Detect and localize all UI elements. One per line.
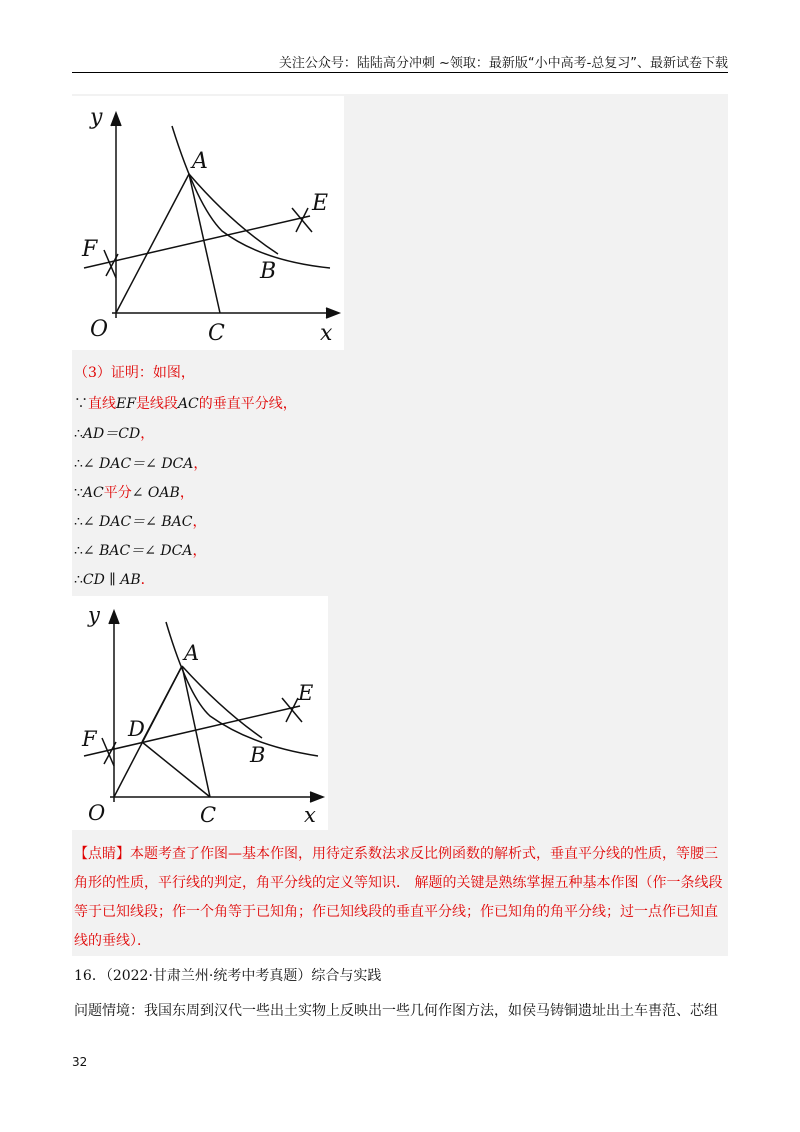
- fig2-label-e: E: [298, 681, 314, 705]
- fig1-label-x: x: [320, 321, 333, 346]
- y-axis-arrow: [109, 611, 119, 624]
- proof-line-5: [74, 511, 206, 531]
- fig1-label-y: y: [90, 105, 103, 130]
- x-axis-arrow: [310, 792, 323, 802]
- proof-punc: ，: [192, 514, 207, 530]
- proof-math: AD＝CD: [82, 426, 141, 442]
- therefore-symbol: ∴: [74, 572, 83, 588]
- arc-mark-e2: [296, 208, 308, 232]
- proof-line-7: [74, 569, 155, 589]
- proof-punc: ．: [140, 572, 155, 588]
- comment-note: [74, 840, 724, 956]
- fig2-label-b: B: [250, 743, 266, 767]
- proof-text: 直线: [88, 396, 116, 412]
- therefore-symbol: ∴: [74, 514, 83, 530]
- therefore-symbol: ∴: [74, 543, 83, 559]
- segment-da: [142, 666, 182, 742]
- proof-math: ∠ DAC＝∠ DCA: [82, 456, 194, 472]
- proof-punc: ，: [140, 426, 155, 442]
- proof-line-3: [74, 453, 207, 473]
- therefore-symbol: ∴: [74, 426, 83, 442]
- because-symbol: ∵: [74, 485, 83, 501]
- proof-intro: （3）证明：如图，: [74, 365, 195, 381]
- segment-oa: [116, 174, 189, 313]
- proof-math: ∠ OAB: [131, 485, 180, 501]
- proof-math: EF: [116, 396, 136, 412]
- fig2-label-c: C: [200, 803, 217, 827]
- figure-2-svg: [72, 596, 328, 830]
- page-header: 关注公众号：陆陆高分冲刺 ~领取：最新版“小中高考-总复习”、最新试卷下载: [278, 56, 728, 71]
- fig2-label-d: D: [128, 717, 145, 741]
- fig1-label-a: A: [192, 149, 208, 174]
- proof-line-4: [74, 482, 194, 502]
- fig1-label-c: C: [208, 321, 225, 346]
- fig2-label-o: O: [88, 801, 106, 825]
- segment-ab: [189, 174, 278, 254]
- proof-math: CD ∥ AB: [82, 572, 141, 588]
- because-symbol: ∵: [74, 396, 88, 412]
- fig1-label-e: E: [312, 191, 329, 216]
- header-rule: [72, 72, 728, 73]
- fig1-label-o: O: [90, 317, 109, 342]
- fig2-label-y: y: [88, 603, 100, 627]
- y-axis-arrow: [111, 113, 121, 126]
- proof-line-1: [74, 393, 297, 413]
- fig2-label-f: F: [82, 727, 97, 751]
- proof-math: AC: [177, 396, 199, 412]
- fig1-label-f: F: [82, 237, 98, 262]
- proof-line-2: [74, 423, 154, 443]
- note-text: 本题考查了作图—基本作图，用待定系数法求反比例函数的解析式，垂直平分线的性质，等腰三角形的性质，平行线的判定，角平分线的定义等知识． 解题的关键是熟练掌握五种基本作图（作一条线段等于已知线段；作一个角等于已知角；作已知线段的垂直平分线；作已知角的角平分线；过一点作已知直线的垂线）．: [74, 846, 723, 949]
- fig2-label-a: A: [184, 641, 200, 665]
- arc-mark-f1: [104, 250, 116, 278]
- proof-text: 是线段: [135, 396, 178, 412]
- note-tag: 【点睛】: [74, 846, 130, 862]
- question-title: 16．（2022·甘肃兰州·统考中考真题）综合与实践: [74, 968, 382, 984]
- therefore-symbol: ∴: [74, 456, 83, 472]
- proof-text: 平分: [103, 485, 132, 501]
- page-number: 32: [72, 1055, 88, 1069]
- fig1-label-b: B: [260, 259, 277, 284]
- x-axis-arrow: [326, 308, 339, 318]
- proof-line-6: [74, 540, 206, 560]
- proof-punc: ，: [192, 543, 207, 559]
- proof-text: 的垂直平分线，: [198, 396, 297, 412]
- arc-mark-e2: [286, 698, 298, 722]
- proof-math: ∠ DAC＝∠ BAC: [82, 514, 193, 530]
- segment-ab: [182, 666, 262, 738]
- proof-punc: ，: [179, 485, 194, 501]
- proof-punc: ，: [193, 456, 208, 472]
- fig2-label-x: x: [304, 803, 316, 827]
- figure-1: [72, 96, 344, 350]
- hyperbola-curve: [172, 126, 330, 268]
- figure-2: [72, 596, 328, 830]
- proof-math: ∠ BAC＝∠ DCA: [82, 543, 193, 559]
- figure-1-svg: [72, 96, 344, 350]
- question-text: 问题情境：我国东周到汉代一些出土实物上反映出一些几何作图方法，如侯马铸铜遗址出土车軎范、芯组: [74, 1003, 718, 1019]
- proof-math: AC: [82, 485, 104, 501]
